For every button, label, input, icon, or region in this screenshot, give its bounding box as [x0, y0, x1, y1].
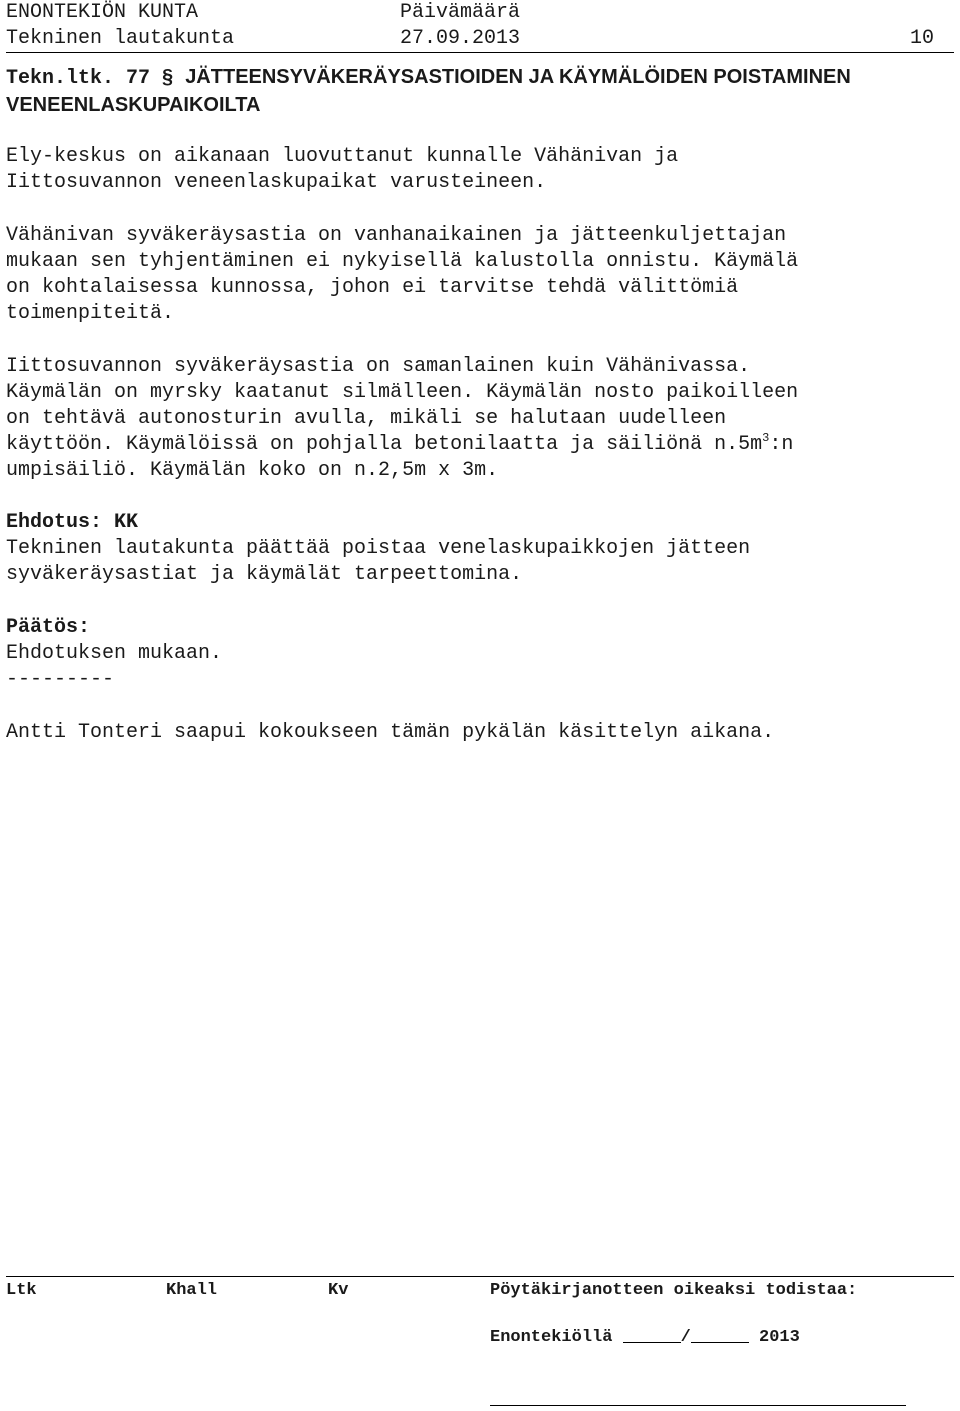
- paragraph-vahaniva: [6, 223, 954, 327]
- meeting-date: 27.09.2013: [400, 27, 521, 50]
- page-number: 10: [909, 27, 934, 50]
- text-line: on kohtalaisessa kunnossa, johon ei tarvitse tehdä välittömiä: [6, 276, 739, 299]
- certification-date: [490, 1324, 800, 1347]
- paragraph-iittosuvanto: [6, 354, 954, 484]
- proposal-label: Ehdotus: KK: [6, 511, 139, 534]
- committee-name: Tekninen lautakunta: [6, 27, 235, 50]
- certification-place: Enontekiöllä: [490, 1328, 613, 1347]
- superscript-three: 3: [762, 431, 770, 445]
- footer-kv: Kv: [328, 1281, 349, 1300]
- signature-line: [490, 1405, 906, 1406]
- note-text: Antti Tonteri saapui kokoukseen tämän pykälän käsittelyn aikana.: [6, 721, 775, 744]
- text-line: Käymälän on myrsky kaatanut silmälleen. Käymälän nosto paikoilleen: [6, 381, 799, 404]
- section-title-line-2: VENEENLASKUPAIKOILTA: [6, 94, 261, 116]
- footer-khall: Khall: [166, 1281, 218, 1300]
- certification-label: Pöytäkirjanotteen oikeaksi todistaa:: [490, 1281, 858, 1300]
- decision-block: [6, 615, 954, 693]
- decision-separator: ---------: [6, 668, 115, 691]
- page-footer: [6, 1276, 954, 1411]
- day-blank: [623, 1324, 681, 1343]
- section-heading: [6, 64, 954, 120]
- text-line-suffix: :n: [769, 433, 794, 456]
- organization-name: ENONTEKIÖN KUNTA: [6, 1, 199, 24]
- text-line: Iittosuvannon syväkeräysastia on samanlainen kuin Vähänivassa.: [6, 355, 751, 378]
- text-line: mukaan sen tyhjentäminen ei nykyisellä kalustolla onnistu. Käymälä: [6, 250, 799, 273]
- text-line: toimenpiteitä.: [6, 302, 175, 325]
- text-line: on tehtävä autonosturin avulla, mikäli se halutaan uudelleen: [6, 407, 727, 430]
- text-line: käyttöön. Käymälöissä on pohjalla betonilaatta ja säiliönä n.5m: [6, 433, 763, 456]
- text-line: Vähänivan syväkeräysastia on vanhanaikainen ja jätteenkuljettajan: [6, 224, 787, 247]
- section-symbol: §: [162, 66, 174, 88]
- text-line: Ely-keskus on aikanaan luovuttanut kunnalle Vähänivan ja: [6, 145, 679, 168]
- paragraph-handover: [6, 144, 954, 196]
- decision-text: Ehdotuksen mukaan.: [6, 642, 223, 665]
- footer-ltk: Ltk: [6, 1281, 37, 1300]
- month-blank: [691, 1324, 749, 1343]
- proposal-line: syväkeräysastiat ja käymälät tarpeettomina.: [6, 563, 523, 586]
- date-label: Päivämäärä: [400, 1, 521, 24]
- decision-label: Päätös:: [6, 616, 91, 639]
- proposal-line: Tekninen lautakunta päättää poistaa venelaskupaikkojen jätteen: [6, 537, 751, 560]
- attendance-note: [6, 720, 954, 746]
- text-line: Iittosuvannon veneenlaskupaikat varusteineen.: [6, 171, 547, 194]
- section-reference: Tekn.ltk. 77: [6, 67, 151, 90]
- page-header: [6, 0, 954, 53]
- text-line: umpisäiliö. Käymälän koko on n.2,5m x 3m.: [6, 459, 499, 482]
- section-title-line-1: JÄTTEENSYVÄKERÄYSASTIOIDEN JA KÄYMÄLÖIDEN POISTAMINEN: [185, 66, 851, 88]
- certification-year: 2013: [759, 1328, 800, 1347]
- date-slash: /: [680, 1328, 691, 1347]
- proposal-block: [6, 510, 954, 588]
